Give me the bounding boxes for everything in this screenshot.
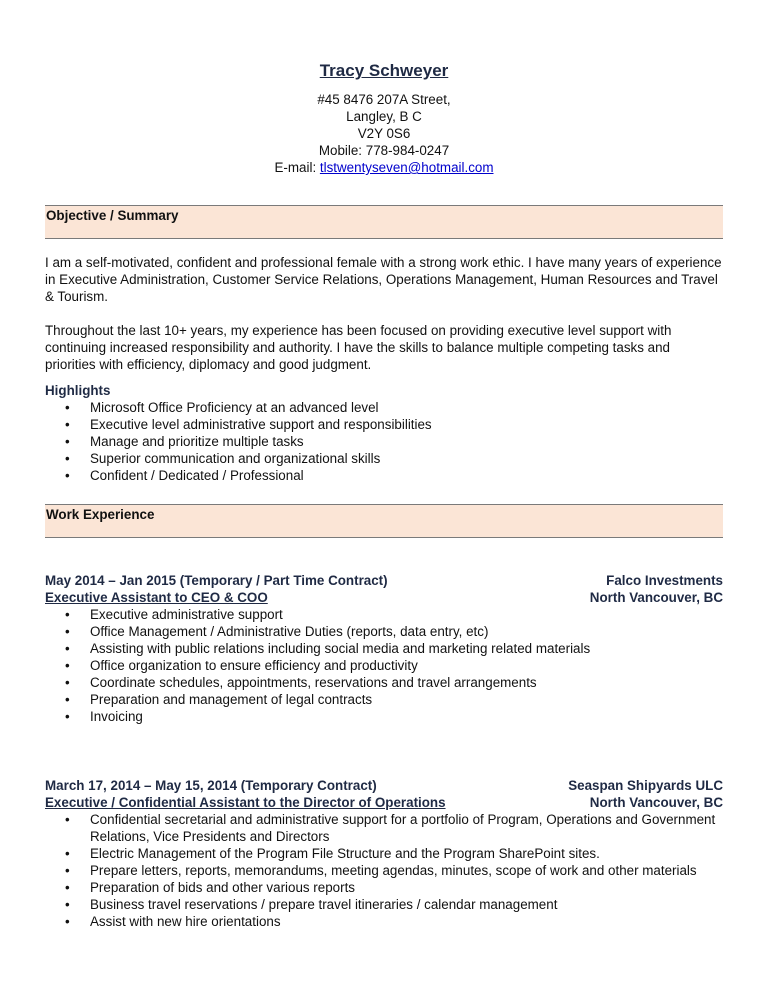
bullet-icon: •	[65, 880, 70, 895]
bullet-icon: •	[65, 897, 70, 912]
highlights-section	[45, 382, 723, 484]
list-item: • Preparation and management of legal contracts	[65, 692, 373, 707]
bullet-icon: •	[65, 812, 70, 827]
contact-header	[45, 0, 723, 176]
job-dates: May 2014 – Jan 2015 (Temporary / Part Time Contract)	[45, 573, 388, 588]
list-item: • Microsoft Office Proficiency at an advanced level	[65, 400, 379, 415]
list-item: • Confident / Dedicated / Professional	[65, 468, 304, 483]
list-item: • Business travel reservations / prepare travel itineraries / calendar management	[65, 897, 558, 912]
bullet-icon: •	[65, 658, 70, 673]
list-item: • Electric Management of the Program File Structure and the Program SharePoint sites.	[65, 846, 600, 861]
job-entry-falco	[45, 572, 723, 725]
list-item: • Executive administrative support	[65, 607, 283, 622]
job-duties-list	[45, 606, 723, 725]
list-item: • Coordinate schedules, appointments, reservations and travel arrangements	[65, 675, 537, 690]
bullet-icon: •	[65, 846, 70, 861]
list-item: • Invoicing	[65, 709, 143, 724]
bullet-icon: •	[65, 417, 70, 432]
address-line-street: #45 8476 207A Street,	[317, 92, 451, 107]
address-line-postal: V2Y 0S6	[357, 126, 411, 141]
list-item: • Preparation of bids and other various reports	[65, 880, 355, 895]
list-item: • Confidential secretarial and administrative support for a portfolio of Program, Operations and Government Relations, Vice Presidents and Directors	[65, 812, 716, 844]
list-item: • Manage and prioritize multiple tasks	[65, 434, 304, 449]
job-location: North Vancouver, BC	[589, 795, 723, 810]
resume-page	[45, 0, 723, 929]
list-item: • Executive level administrative support and responsibilities	[65, 417, 432, 432]
bullet-icon: •	[65, 624, 70, 639]
job-location: North Vancouver, BC	[589, 590, 723, 605]
candidate-name: Tracy Schweyer	[319, 61, 449, 80]
job-dates: March 17, 2014 – May 15, 2014 (Temporary Contract)	[45, 778, 377, 793]
job-title: Executive / Confidential Assistant to the Director of Operations	[45, 795, 446, 810]
section-heading-objective: Objective / Summary	[45, 205, 723, 239]
bullet-icon: •	[65, 434, 70, 449]
bullet-icon: •	[65, 607, 70, 622]
job-title: Executive Assistant to CEO & COO	[45, 590, 268, 605]
job-company: Seaspan Shipyards ULC	[568, 778, 723, 793]
job-entry-seaspan	[45, 777, 723, 930]
email-line	[45, 159, 723, 176]
section-heading-work-experience: Work Experience	[45, 504, 723, 538]
highlights-title: Highlights	[45, 383, 111, 398]
list-item: • Superior communication and organizational skills	[65, 451, 381, 466]
job-duties-list	[45, 811, 723, 930]
bullet-icon: •	[65, 675, 70, 690]
email-label: E-mail:	[274, 160, 320, 175]
summary-text	[45, 254, 723, 390]
list-item: • Prepare letters, reports, memorandums, meeting agendas, minutes, scope of work and other materials	[65, 863, 697, 878]
email-link[interactable]: tlstwentyseven@hotmail.com	[319, 160, 494, 175]
summary-paragraph: I am a self-motivated, confident and professional female with a strong work ethic. I have many years of experience in Executive Administration, Customer Service Relations, Operations Management, Human Resources and Travel & Tourism.	[45, 255, 722, 304]
list-item: • Assisting with public relations including social media and marketing related materials	[65, 641, 591, 656]
list-item: • Office Management / Administrative Duties (reports, data entry, etc)	[65, 624, 489, 639]
job-company: Falco Investments	[606, 573, 723, 588]
summary-paragraph: Throughout the last 10+ years, my experience has been focused on providing executive level support with continuing increased responsibility and authority. I have the skills to balance multiple competing tasks and priorities with efficiency, diplomacy and good judgment.	[45, 323, 672, 372]
bullet-icon: •	[65, 451, 70, 466]
bullet-icon: •	[65, 400, 70, 415]
list-item: • Office organization to ensure efficiency and productivity	[65, 658, 418, 673]
highlights-list	[45, 399, 723, 484]
bullet-icon: •	[65, 863, 70, 878]
address-line-city: Langley, B C	[346, 109, 422, 124]
bullet-icon: •	[65, 692, 70, 707]
bullet-icon: •	[65, 468, 70, 483]
list-item: • Assist with new hire orientations	[65, 914, 281, 929]
bullet-icon: •	[65, 914, 70, 929]
bullet-icon: •	[65, 641, 70, 656]
mobile-phone: Mobile: 778-984-0247	[318, 143, 450, 158]
bullet-icon: •	[65, 709, 70, 724]
